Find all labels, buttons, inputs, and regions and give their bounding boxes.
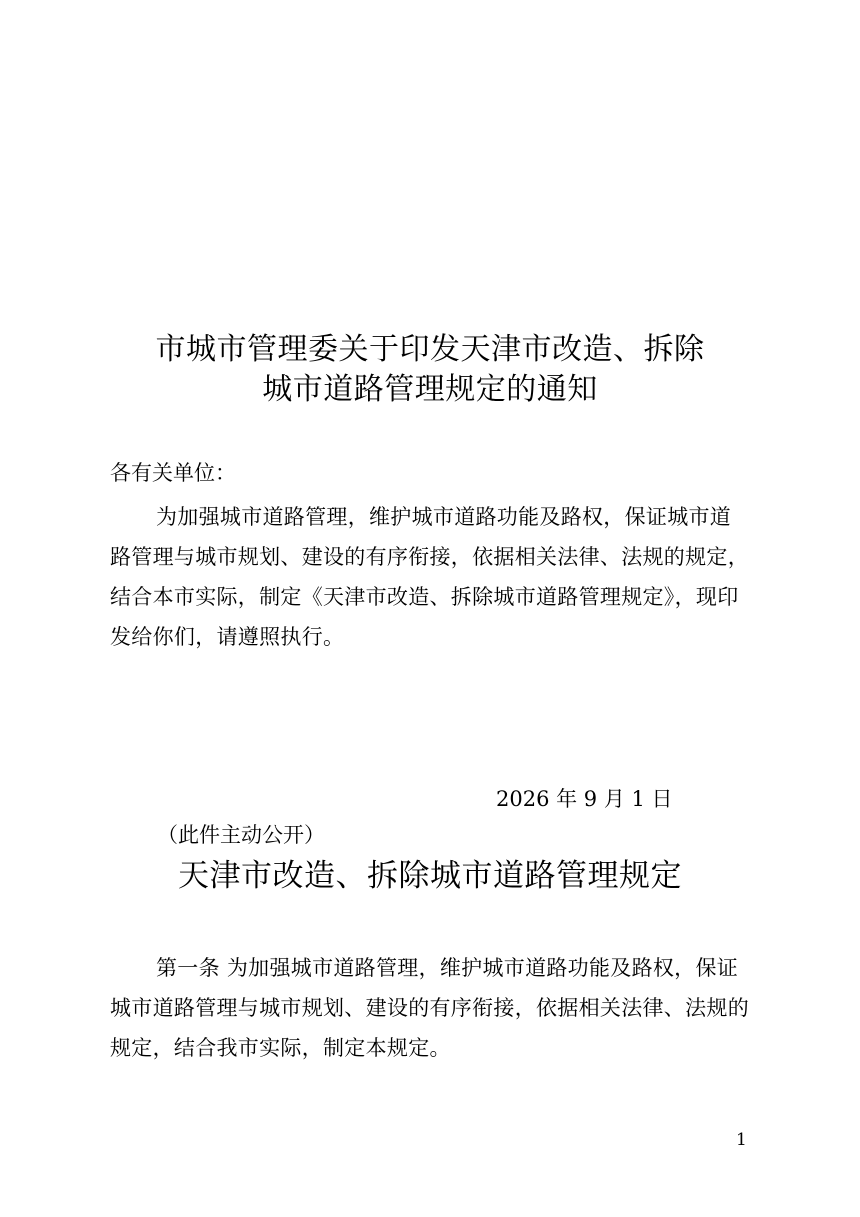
- page-number: 1: [736, 1130, 747, 1150]
- notice-body-paragraph: 为加强城市道路管理，维护城市道路功能及路权，保证城市道路管理与城市规划、建设的有序衔接，依据相关法律、法规的规定，结合本市实际，制定《天津市改造、拆除城市道路管理规定》，现印发给你们，请遵照执行。: [110, 505, 749, 649]
- disclosure-note: （此件主动公开）: [157, 823, 325, 847]
- article-1-paragraph: 第一条 为加强城市道路管理，维护城市道路功能及路权，保证城市道路管理与城市规划、建设的有序衔接，依据相关法律、法规的规定，结合我市实际，制定本规定。: [110, 956, 749, 1060]
- notice-title-line2: 城市道路管理规定的通知: [262, 372, 598, 407]
- issue-date: 2026 年 9 月 1 日: [496, 787, 673, 811]
- regulation-title: 天津市改造、拆除城市道路管理规定: [178, 858, 682, 894]
- notice-title-line1: 市城市管理委关于印发天津市改造、拆除: [155, 332, 705, 367]
- salutation: 各有关单位：: [110, 461, 236, 485]
